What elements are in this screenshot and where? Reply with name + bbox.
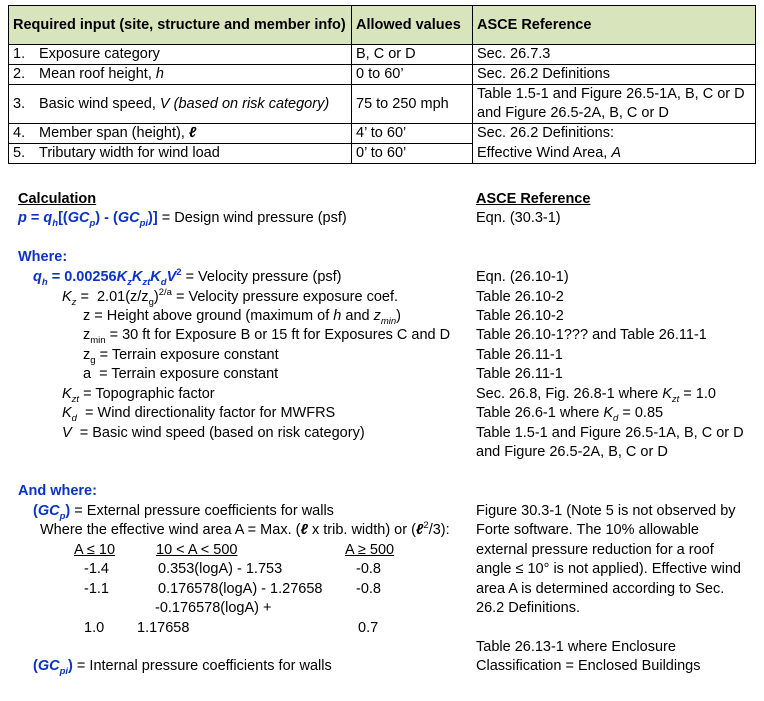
row-ref: Sec. 26.2 Definitions (473, 65, 756, 85)
row-label: Tributary width for wind load (39, 145, 220, 161)
qh-line: $q_h = 0.00256K_zK_{zt}K_dV^2$ = Velocity pressure (psf) (33, 267, 342, 288)
row-ref: Sec. 26.7.3 (473, 45, 756, 65)
gcpi-line: $(GC_{pi})$ = Internal pressure coefficients for walls (33, 658, 332, 677)
kd-desc: = Wind directionality factor for MWFRS (85, 405, 336, 421)
row-ref: Sec. 26.2 Definitions: (473, 124, 756, 144)
zmin-line: $z_{min} = 30$ ft for Exposure B or 15 ft for Exposures C and D (83, 327, 451, 346)
row-label: Basic wind speed, (39, 95, 156, 112)
kz-ref: Table 26.10-2 (476, 289, 564, 305)
qh-desc: = Velocity pressure (psf) (185, 269, 342, 285)
row-ref: Effective Wind Area, (477, 144, 608, 161)
where-heading: Where: (18, 249, 68, 265)
kzt-desc: = Topographic factor (83, 386, 215, 402)
col-header-c: A ≥ 500 (345, 542, 395, 558)
row-label-var: ℓ (188, 125, 197, 141)
design-pressure-equation: $p = q_h[(GC_p) - (GC_{pi})]$ = Design wind pressure (psf) (18, 210, 347, 229)
row-number: 5. (13, 145, 26, 161)
table-row (9, 144, 756, 164)
a-line: a = Terrain exposure constant (83, 366, 279, 382)
row-number: 3. (13, 95, 26, 112)
kzt-ref-line: Sec. 26.8, Fig. 26.8-1 where $K_{zt} = 1.0$ (476, 386, 716, 405)
row-allowed: 4’ to 60’ (352, 124, 473, 144)
row-ref-var: A (611, 144, 621, 161)
calc-ref-heading: ASCE Reference (476, 191, 591, 207)
coef-r4-b: 1.17658 (137, 620, 190, 636)
coef-r4-a: 1.0 (84, 620, 105, 636)
effective-area-line: Where the effective wind area A = Max. (ℓ x trib. width) or (ℓ$^2$/3): (40, 520, 450, 538)
z-line: z = Height above ground (maximum of h and $z_{min}$) (83, 308, 402, 327)
kzt-line: $K_{zt}$ = Topographic factor (62, 386, 215, 405)
row-label: Member span (height), (39, 125, 185, 141)
row-allowed: 0’ to 60’ (352, 144, 473, 164)
coef-r1-b: 0.353(logA) - 1.753 (158, 561, 283, 577)
row-number: 1. (13, 46, 26, 62)
gcpi-ref-1: Table 26.13-1 where Enclosure (476, 639, 676, 655)
kz-desc: = Velocity pressure exposure coef. (175, 289, 399, 305)
gcp-note-5: area A is determined according to Sec. (476, 581, 725, 597)
header-asce-reference: ASCE Reference (473, 6, 756, 45)
coef-r2-a: -1.1 (84, 581, 109, 597)
gcpi-desc: = Internal pressure coefficients for walls (76, 658, 332, 674)
design-pressure-ref: Eqn. (30.3-1) (476, 210, 561, 226)
v-ref-1: Table 1.5-1 and Figure 26.5-1A, B, C or D (476, 425, 744, 441)
table-header-row (9, 6, 756, 45)
row-label-var: V (159, 95, 170, 112)
a-desc: = Terrain exposure constant (99, 366, 279, 382)
calc-heading: Calculation (18, 191, 97, 207)
header-required-input: Required input (site, structure and member info) (9, 6, 352, 45)
coef-r1-c: -0.8 (356, 561, 381, 577)
v-ref-2: and Figure 26.5-2A, B, C or D (476, 444, 668, 460)
row-number: 2. (13, 66, 26, 82)
zg-line: $z_g$ = Terrain exposure constant (83, 347, 279, 366)
gcp-note-4: angle ≤ 10° is not applied). Effective wind (476, 561, 741, 577)
gcp-note-6: 26.2 Definitions. (476, 600, 580, 616)
zmin-ref: Table 26.10-1??? and Table 26.11-1 (476, 327, 707, 343)
row-allowed: 75 to 250 mph (352, 85, 473, 124)
gcp-line: $(GC_p)$ = External pressure coefficients for walls (33, 503, 334, 522)
kzt-ref: Sec. 26.8, Fig. 26.8-1 where (476, 386, 659, 402)
kd-line: $K_d$ = Wind directionality factor for MWFRS (62, 405, 336, 424)
gcpi-ref-2: Classification = Enclosed Buildings (476, 658, 701, 674)
and-where-heading: And where: (18, 483, 97, 499)
header-allowed-values: Allowed values (352, 6, 473, 45)
kz-line: $K_z = 2.01(z/z_g)^{2/a}$ = Velocity pressure exposure coef. (62, 287, 399, 308)
row-allowed: 0 to 60’ (352, 65, 473, 85)
coef-r3-b: -0.176578(logA) + (155, 600, 272, 616)
coef-r2-b: 0.176578(logA) - 1.27658 (158, 581, 323, 597)
qh-ref: Eqn. (26.10-1) (476, 269, 569, 285)
row-number: 4. (13, 125, 26, 141)
row-ref: Table 1.5-1 and Figure 26.5-1A, B, C or D and Figure 26.5-2A, B, C or D (473, 85, 756, 124)
a-ref: Table 26.11-1 (476, 366, 563, 382)
v-line: V = Basic wind speed (based on risk category) (62, 425, 365, 441)
row-label: Exposure category (39, 46, 160, 62)
row-allowed: B, C or D (352, 45, 473, 65)
zmin-desc: = 30 ft for Exposure B or 15 ft for Exposures C and D (109, 327, 451, 343)
gcp-desc: = External pressure coefficients for walls (74, 503, 334, 519)
gcp-note-1: Figure 30.3-1 (Note 5 is not observed by (476, 503, 736, 519)
table-row (9, 45, 756, 65)
z-ref: Table 26.10-2 (476, 308, 564, 324)
table-row (9, 124, 756, 144)
v-desc: = Basic wind speed (based on risk category) (79, 425, 365, 441)
table-row (9, 65, 756, 85)
row-label-note: (based on risk category) (173, 95, 330, 112)
input-table (8, 5, 756, 164)
kd-ref-line: Table 26.6-1 where $K_d = 0.85$ (476, 405, 664, 424)
gcp-note-3: external pressure reduction for a roof (476, 542, 714, 558)
zg-ref: Table 26.11-1 (476, 347, 563, 363)
coef-r4-c: 0.7 (358, 620, 379, 636)
z-desc: = Height above ground (maximum of (94, 308, 330, 324)
row-label: Mean roof height, (39, 66, 152, 82)
table-row (9, 85, 756, 124)
gcp-note-2: Forte software. The 10% allowable (476, 522, 699, 538)
col-header-b: 10 < A < 500 (156, 542, 238, 558)
design-pressure-desc: = Design wind pressure (psf) (161, 210, 347, 226)
zg-desc: = Terrain exposure constant (99, 347, 279, 363)
row-label-var: h (155, 66, 164, 82)
col-header-a: A ≤ 10 (74, 542, 116, 558)
kd-ref: Table 26.6-1 where (476, 405, 600, 421)
coef-r2-c: -0.8 (356, 581, 381, 597)
coef-r1-a: -1.4 (84, 561, 109, 577)
